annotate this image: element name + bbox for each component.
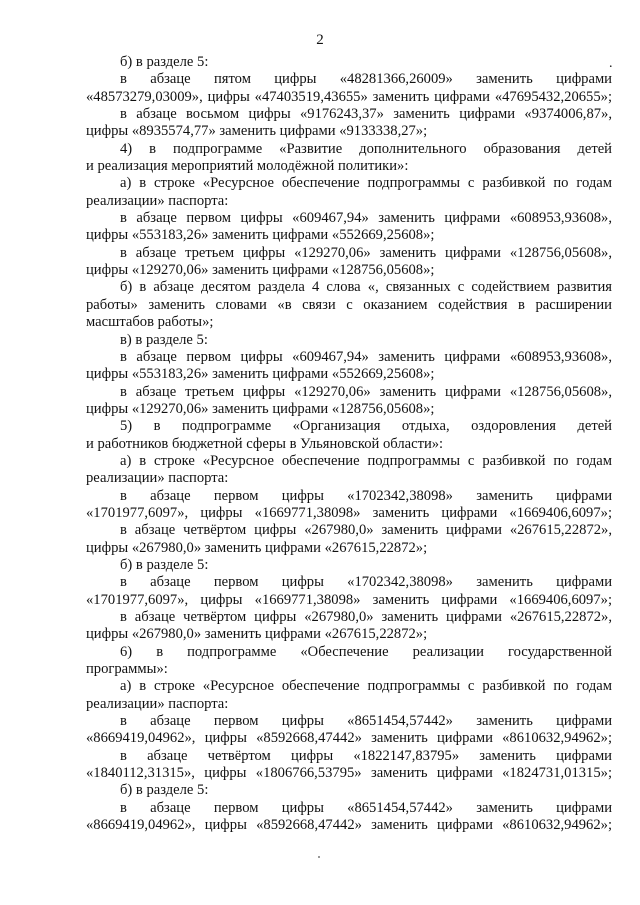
text-line: цифры «8935574,77» заменить цифрами «9133338,27»; [86, 123, 428, 140]
text-line: а) в строке «Ресурсное обеспечение подпрограммы с разбивкой по годам [120, 678, 612, 695]
page-number: 2 [316, 32, 324, 48]
text-line: «1701977,6097», цифры «1669771,38098» заменить цифрами «1669406,6097»; [86, 504, 612, 521]
text-line: реализации» паспорта: [86, 695, 229, 712]
document-body [86, 54, 612, 834]
text-line: в абзаце четвёртом цифры «267980,0» заменить цифрами «267615,22872», [120, 522, 612, 539]
text-line: цифры «129270,06» заменить цифрами «128756,05608»; [86, 400, 435, 417]
text-line: в абзаце четвёртом цифры «267980,0» заменить цифрами «267615,22872», [120, 609, 612, 625]
text-line: «1840112,31315», цифры «1806766,53795» заменить цифрами «1824731,01315»; [86, 765, 612, 782]
text-line: 6) в подпрограмме «Обеспечение реализации государственной [120, 643, 612, 660]
text-line: цифры «267980,0» заменить цифрами «267615,22872»; [86, 626, 428, 643]
text-line: в абзаце первом цифры «8651454,57442» заменить цифрами [120, 799, 612, 816]
text-line: а) в строке «Ресурсное обеспечение подпрограммы с разбивкой по годам [120, 452, 612, 469]
text-line: цифры «553183,26» заменить цифрами «552669,25608»; [86, 366, 435, 383]
text-line: в абзаце первом цифры «1702342,38098» заменить цифрами [120, 574, 612, 591]
text-line: а) в строке «Ресурсное обеспечение подпрограммы с разбивкой по годам [120, 175, 612, 192]
text-line: в абзаце пятом цифры «48281366,26009» заменить цифрами [120, 71, 612, 88]
text-line: в абзаце первом цифры «1702342,38098» заменить цифрами [120, 487, 612, 504]
text-line: «1701977,6097», цифры «1669771,38098» заменить цифрами «1669406,6097»; [86, 591, 612, 608]
text-line: цифры «553183,26» заменить цифрами «552669,25608»; [86, 227, 435, 244]
text-line: 5) в подпрограмме «Организация отдыха, оздоровления детей [120, 418, 612, 435]
text-line: масштабов работы»; [86, 314, 214, 331]
text-line: б) в разделе 5: [120, 54, 209, 70]
text-line: б) в разделе 5: [120, 782, 209, 799]
text-line: «8669419,04962», цифры «8592668,47442» заменить цифрами «8610632,94962»; [86, 730, 612, 747]
text-line: б) в разделе 5: [120, 556, 209, 573]
text-line: в абзаце первом цифры «609467,94» заменить цифрами «608953,93608», [120, 348, 612, 365]
text-line: «48573279,03009», цифры «47403519,43655» заменить цифрами «47695432,20655»; [86, 88, 612, 105]
text-line: цифры «267980,0» заменить цифрами «267615,22872»; [86, 539, 428, 556]
text-line: б) в абзаце десятом раздела 4 слова «, связанных с содействием развития [120, 279, 612, 296]
text-line: в абзаце третьем цифры «129270,06» заменить цифрами «128756,05608», [120, 383, 612, 400]
text-line: в абзаце первом цифры «8651454,57442» заменить цифрами [120, 713, 612, 730]
text-line: реализации» паспорта: [86, 192, 229, 209]
text-line: в абзаце первом цифры «609467,94» заменить цифрами «608953,93608», [120, 210, 612, 227]
text-line: в абзаце восьмом цифры «9176243,37» заменить цифрами «9374006,87», [120, 106, 612, 123]
text-line: в абзаце третьем цифры «129270,06» заменить цифрами «128756,05608», [120, 244, 612, 261]
text-line: работы» заменить словами «в связи с оказанием содействия в расширении [86, 296, 612, 313]
text-line: программы»: [86, 661, 168, 678]
text-line: реализации» паспорта: [86, 470, 229, 487]
scan-speck [318, 856, 320, 858]
text-line: в) в разделе 5: [120, 331, 208, 348]
corner-mark: . [609, 56, 613, 71]
text-line: «8669419,04962», цифры «8592668,47442» заменить цифрами «8610632,94962»; [86, 817, 612, 834]
text-line: и реализация мероприятий молодёжной политики»: [86, 158, 409, 175]
text-line: 4) в подпрограмме «Развитие дополнительного образования детей [120, 140, 612, 157]
text-line: цифры «129270,06» заменить цифрами «128756,05608»; [86, 262, 435, 279]
text-line: и работников бюджетной сферы в Ульяновской области»: [86, 435, 444, 452]
text-line: в абзаце четвёртом цифры «1822147,83795» заменить цифрами [120, 747, 612, 764]
